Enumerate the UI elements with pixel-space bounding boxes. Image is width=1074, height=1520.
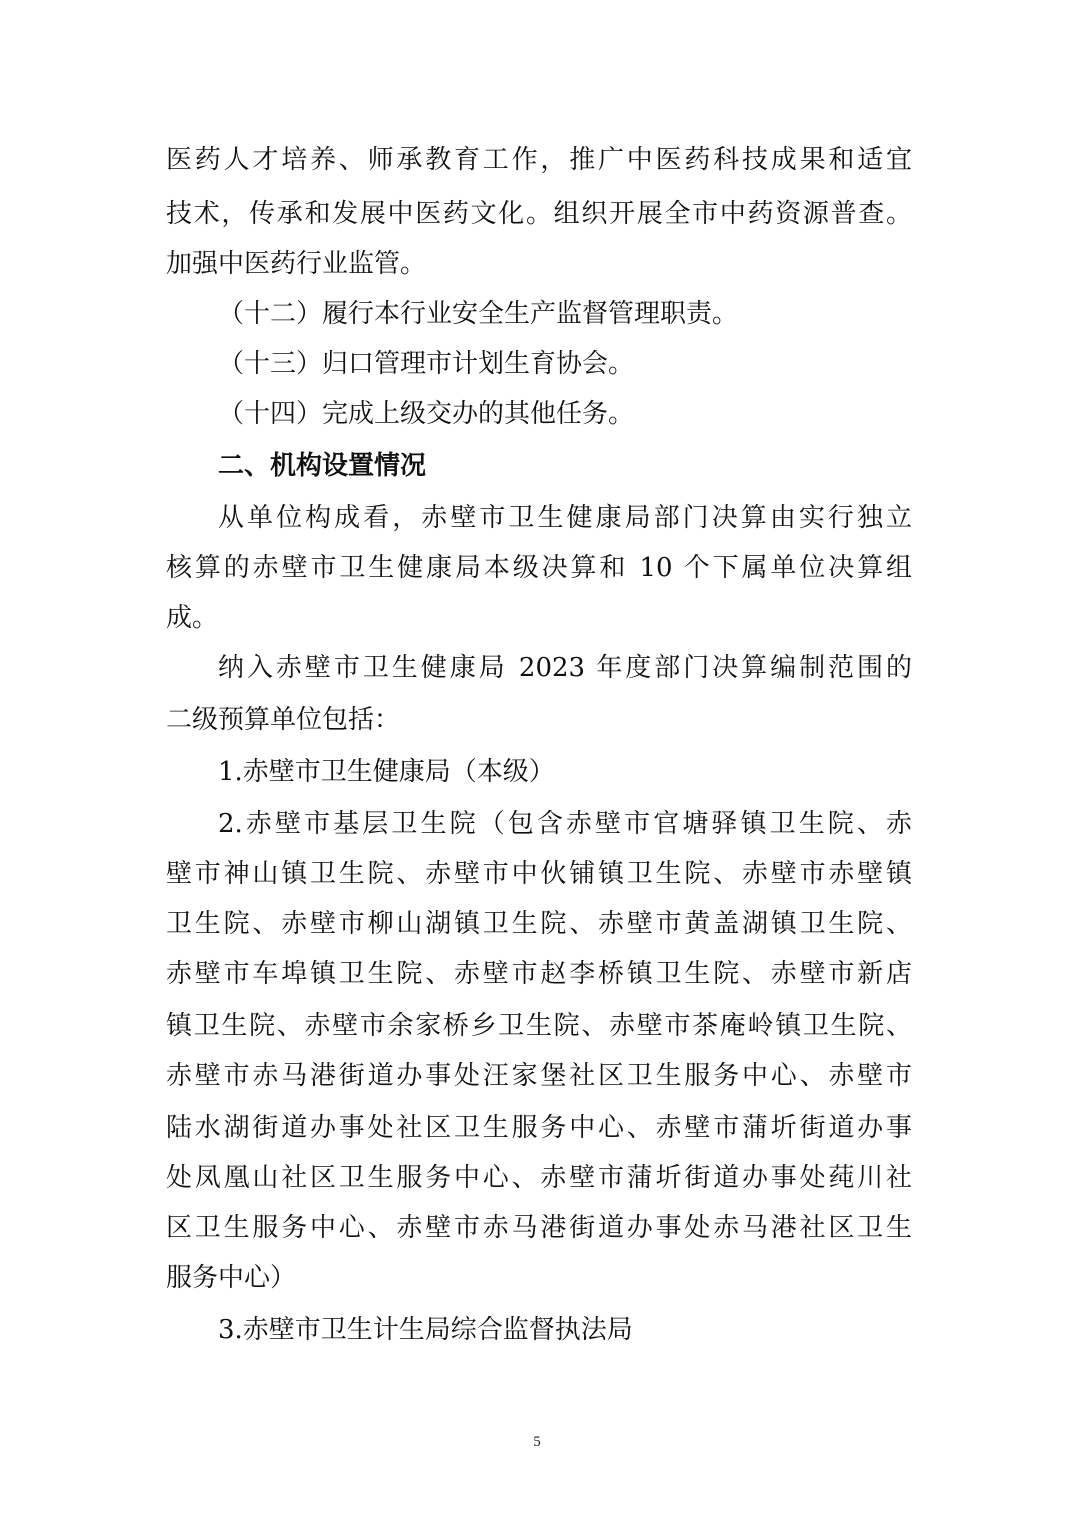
- list-item-fourteen: （十四）完成上级交办的其他任务。: [218, 399, 635, 429]
- body-text-line: 从单位构成看，赤壁市卫生健康局部门决算由实行独立: [218, 503, 912, 533]
- body-text-line: 壁市神山镇卫生院、赤壁市中伙铺镇卫生院、赤壁市赤壁镇: [166, 859, 912, 889]
- list-item-twelve: （十二）履行本行业安全生产监督管理职责。: [218, 299, 739, 329]
- page-number: 5: [533, 1434, 541, 1450]
- body-text-line: 二级预算单位包括：: [166, 705, 401, 735]
- body-text-line: 赤壁市车埠镇卫生院、赤壁市赵李桥镇卫生院、赤壁市新店: [166, 959, 912, 989]
- body-text-line: 加强中医药行业监管。: [166, 249, 427, 279]
- body-text-line: 赤壁市赤马港街道办事处汪家堡社区卫生服务中心、赤壁市: [166, 1061, 912, 1091]
- body-text-line: 纳入赤壁市卫生健康局 2023 年度部门决算编制范围的: [218, 653, 912, 683]
- body-text-line: 成。: [166, 603, 219, 633]
- body-text-line: 陆水湖街道办事处社区卫生服务中心、赤壁市蒲圻街道办事: [166, 1113, 912, 1143]
- list-item-thirteen: （十三）归口管理市计划生育协会。: [218, 349, 635, 379]
- body-text-line: 医药人才培养、师承教育工作，推广中医药科技成果和适宜: [166, 145, 912, 175]
- body-text-line: 卫生院、赤壁市柳山湖镇卫生院、赤壁市黄盖湖镇卫生院、: [166, 909, 912, 939]
- unit-list-item-1: 1.赤壁市卫生健康局（本级）: [218, 757, 555, 787]
- body-text-line: 镇卫生院、赤壁市余家桥乡卫生院、赤壁市茶庵岭镇卫生院、: [166, 1011, 912, 1041]
- body-text-line: 核算的赤壁市卫生健康局本级决算和 10 个下属单位决算组: [166, 553, 912, 583]
- body-text-line: 服务中心）: [166, 1263, 297, 1293]
- unit-list-item-3: 3.赤壁市卫生计生局综合监督执法局: [218, 1315, 633, 1345]
- section-heading: 二、机构设置情况: [218, 451, 427, 481]
- body-text-line: 区卫生服务中心、赤壁市赤马港街道办事处赤马港社区卫生: [166, 1213, 912, 1243]
- body-text-line: 技术，传承和发展中医药文化。组织开展全市中药资源普查。: [166, 199, 912, 229]
- unit-list-item-2: 2.赤壁市基层卫生院（包含赤壁市官塘驿镇卫生院、赤: [218, 809, 912, 839]
- body-text-line: 处凤凰山社区卫生服务中心、赤壁市蒲圻街道办事处莼川社: [166, 1163, 912, 1193]
